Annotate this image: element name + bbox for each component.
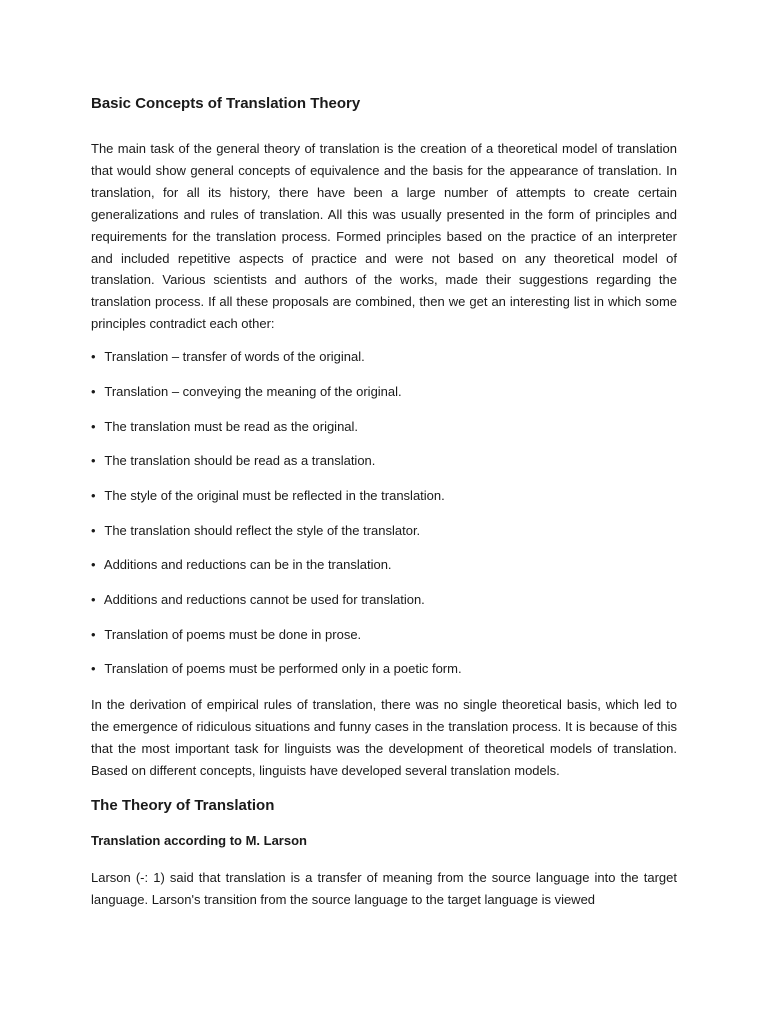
principles-list [91,347,677,679]
bullet-mark: • [91,383,96,399]
list-item [91,486,677,506]
bullet-mark: • [91,661,96,677]
list-item [91,625,677,645]
list-item [91,451,677,471]
list-item-text: The translation should be read as a translation. [104,453,376,469]
subsection-heading: Translation according to M. Larson [91,832,307,848]
section-heading: The Theory of Translation [91,796,275,814]
list-item [91,521,677,541]
bullet-mark: • [91,522,96,538]
list-item-text: Translation of poems must be performed only in a poetic form. [104,661,462,677]
list-item-text: The style of the original must be reflected in the translation. [104,487,445,503]
list-item-text: Translation – conveying the meaning of the original. [104,383,402,399]
list-item [91,659,677,679]
list-item-text: The translation should reflect the style of the translator. [104,522,421,538]
list-item-text: Translation – transfer of words of the original. [104,349,365,365]
larson-paragraph: Larson (-: 1) said that translation is a transfer of meaning from the source language into the target language. Larson's transition from the source language to the target language is viewed [91,869,677,907]
bullet-mark: • [91,349,96,365]
bullet-mark: • [91,453,96,469]
derivation-paragraph: In the derivation of empirical rules of translation, there was no single theoretical basis, which led to the emergence of ridiculous situations and funny cases in the translation process. It is because of this that the most important task for linguists was the development of theoretical models of translation. Based on different concepts, linguists have developed several translation models. [91,697,677,778]
intro-paragraph: The main task of the general theory of translation is the creation of a theoretical model of translation that would show general concepts of equivalence and the basis for the appearance of translation. In translation, for all its history, there have been a large number of attempts to create certain generalizations and rules of translation. All this was usually presented in the form of principles and requirements for the translation process. Formed principles based on the practice of an interpreter and included repetitive aspects of practice and were not based on any theoretical model of translation. Various scientists and authors of the works, made their suggestions regarding the translation process. If all these proposals are combined, then we get an interesting list in which some principles contradict each other: [91,141,677,332]
bullet-mark: • [91,591,96,607]
list-item-text: Additions and reductions can be in the translation. [103,557,392,573]
document-page [91,92,677,922]
list-item [91,555,677,575]
bullet-mark: • [91,487,96,503]
list-item [91,347,677,367]
document-title: Basic Concepts of Translation Theory [91,95,361,112]
list-item [91,590,677,610]
bullet-mark: • [91,626,96,642]
bullet-mark: • [91,557,96,573]
list-item [91,382,677,402]
bullet-mark: • [91,418,96,434]
list-item-text: The translation must be read as the original. [104,418,359,434]
list-item [91,417,677,437]
list-item-text: Additions and reductions cannot be used for translation. [103,591,425,607]
list-item-text: Translation of poems must be done in prose. [104,626,362,642]
